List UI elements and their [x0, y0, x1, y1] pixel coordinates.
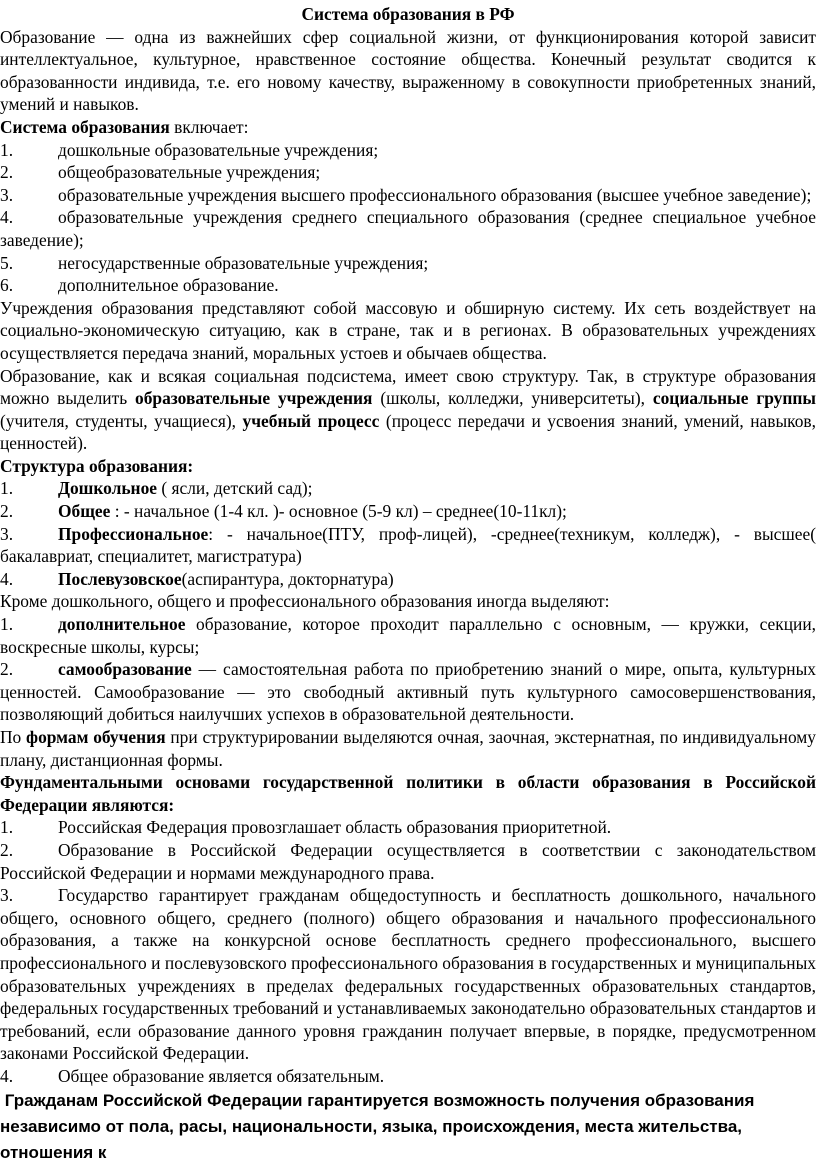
list-text: Образование в Российской Федерации осуществляется в соответствии с законодательством Российской Федерации и нормами международного права. [0, 839, 816, 883]
list-number: 4. [0, 1065, 14, 1086]
text-run: — самостоятельная работа по приобретению знаний о мире, опыта, культурных ценностей. Самообразование — это свободный активный путь культурного самосовершенствования, позволяющий добиться наилучших успехов в образовательной деятельности. [0, 659, 816, 725]
guarantee-paragraph: Гражданам Российской Федерации гарантируется возможность получения образования независимо от пола, расы, национальности, языка, происхождения, места жительства, отношения к [0, 1090, 760, 1162]
text-run: (аспирантура, докторнатура) [181, 568, 394, 589]
list-text: образовательные учреждения высшего профессионального образования (высшее учебное заведение); [58, 184, 812, 205]
system-heading-bold: Система образования [0, 116, 170, 137]
fundamentals-heading [0, 771, 816, 816]
institutions-paragraph: Учреждения образования представляют собой массовую и обширную систему. Их сеть воздействует на социально-экономическую ситуацию, как в стране, так и в регионах. В образовательных учреждениях осуществляется передача знаний, моральных устоев и обычаев общества. [0, 297, 816, 363]
bold-term: самообразование [58, 659, 192, 680]
list-text: дошкольные образовательные учреждения; [58, 139, 379, 160]
text-run: (учителя, студенты, учащиеся), [0, 410, 243, 431]
fundamentals-heading-text: Фундаментальными основами государственной политики в области образования в Российской Федерации являются: [0, 772, 816, 815]
system-heading-rest: включает: [169, 116, 249, 137]
structure-paragraph [0, 365, 816, 455]
intro-paragraph: Образование — одна из важнейших сфер социальной жизни, от функционирования которой зависит интеллектуальное, культурное, нравственное состояние общества. Конечный результат сводится к образованности индивида, т.е. его новому качеству, выраженному в совокупности приобретенных знаний, умений и навыков. [0, 26, 816, 115]
system-heading [0, 116, 816, 139]
bold-term: Дошкольное [58, 478, 157, 499]
list-item [0, 658, 816, 726]
list-item [0, 206, 816, 251]
text-run: : - начальное (1-4 кл. )- основное (5-9 кл) – среднее(10-11кл); [110, 501, 567, 522]
list-text: Общее образование является обязательным. [58, 1065, 385, 1086]
bold-term: образовательные учреждения [135, 388, 373, 409]
list-text [58, 568, 816, 591]
list-number: 1. [0, 478, 14, 499]
list-item [0, 477, 816, 500]
text-run: По [0, 727, 27, 747]
list-item [0, 568, 816, 591]
list-number: 5. [0, 252, 14, 273]
list-number: 3. [0, 885, 14, 906]
list-item [0, 184, 816, 207]
besides-paragraph: Кроме дошкольного, общего и профессионального образования иногда выделяют: [0, 591, 610, 612]
text-run: : - начальное(ПТУ, проф-лицей), -среднее(техникум, колледж), - высшее( бакалавриат, специалитет, магистратура) [0, 523, 816, 567]
bold-term: формам обучения [26, 727, 166, 747]
list-number: 2. [0, 162, 14, 183]
list-number: 6. [0, 275, 14, 296]
structure-heading-text: Структура образования: [0, 455, 194, 476]
list-item [0, 161, 816, 184]
forms-paragraph [0, 726, 816, 771]
structure-heading [0, 455, 816, 478]
text-run: (школы, колледжи, университеты), [372, 388, 653, 409]
list-number: 4. [0, 207, 14, 228]
list-text: Российская Федерация провозглашает область образования приоритетной. [58, 817, 612, 838]
list-item [0, 274, 816, 297]
bold-term: Профессиональное [58, 523, 209, 544]
text-run: ( ясли, детский сад); [157, 478, 313, 499]
bold-term: Послевузовское [58, 568, 182, 589]
list-number: 1. [0, 614, 14, 635]
list-number: 1. [0, 817, 14, 838]
text-run: (процесс передачи и усвоения знаний, умений, навыков, ценностей). [0, 410, 816, 454]
list-item [0, 839, 816, 884]
text-run: Образование, как и всякая социальная подсистема, имеет свою структуру. Так, в структуре образования можно выделить [0, 365, 816, 409]
list-number: 1. [0, 139, 14, 160]
list-text: дополнительное образование. [58, 275, 279, 296]
bold-term: учебный процесс [242, 410, 380, 431]
list-number: 2. [0, 501, 14, 522]
list-text: Государство гарантирует гражданам общедоступность и бесплатность дошкольного, начального общего, основного общего, среднего (полного) общего образования и начального профессионального образования, а также на конкурсной основе бесплатность среднего профессионального, высшего профессионального и послевузовского профессионального образования в государственных и муниципальных образовательных учреждениях в пределах федеральных государственных образовательных стандартов, федеральных государственных требований и устанавливаемых законодательно образовательных стандартов и требований, если образование данного уровня гражданин получает впервые, в порядке, предусмотренном законами Российской Федерации. [0, 885, 816, 1064]
list-item [0, 500, 816, 523]
list-number: 2. [0, 839, 14, 860]
bold-term: дополнительное [58, 614, 186, 635]
bold-term: социальные группы [652, 388, 816, 409]
list-number: 3. [0, 184, 14, 205]
list-item [0, 252, 816, 275]
list-text: негосударственные образовательные учреждения; [58, 252, 429, 273]
list-item [0, 613, 816, 658]
bold-term: Общее [58, 501, 111, 522]
text-run: образование, которое проходит параллельно с основным, — кружки, секции, воскресные школы, курсы; [0, 614, 816, 657]
text-run: при структурировании выделяются очная, заочная, экстернатная, по индивидуальному плану, дистанционная формы. [0, 727, 816, 770]
list-item [0, 1065, 816, 1088]
list-item [0, 139, 816, 162]
list-text [58, 477, 816, 500]
document-title: Система образования в РФ [301, 4, 515, 24]
list-item [0, 816, 816, 839]
list-text: общеобразовательные учреждения; [58, 162, 321, 183]
list-text [58, 500, 816, 523]
list-number: 4. [0, 568, 14, 589]
list-number: 2. [0, 659, 14, 680]
list-text: образовательные учреждения среднего специального образования (среднее специальное учебное заведение); [0, 207, 816, 250]
list-item [0, 884, 816, 1065]
list-item [0, 523, 816, 568]
list-number: 3. [0, 523, 14, 544]
